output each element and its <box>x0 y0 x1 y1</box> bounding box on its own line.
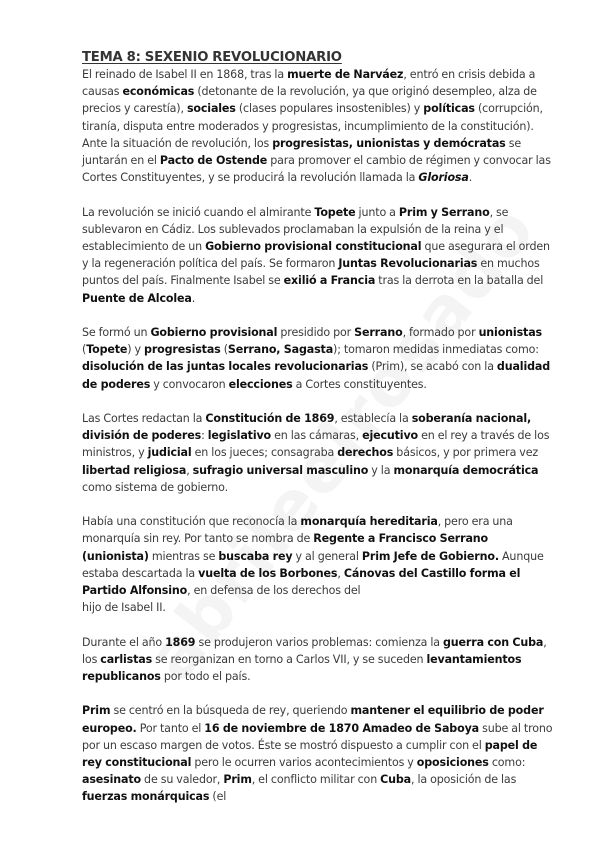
bold-term: papel de rey constitucional <box>82 738 538 770</box>
paragraph-causes: El reinado de Isabel II en 1868, tras la muerte de Narváez, entró en crisis debida a causas económicas (detonante de la revolución, ya que originó desempleo, alza de precios y carestía), sociales (clases populares insostenibles) y políticas (corrupción, tiranía, disputa entre moderados y progresistas, incumplimiento de la constitución). Ante la situación de revolución, los progresistas, unionistas y demócratas se juntarán en el Pacto de Ostende para promover el cambio de régimen y convocar las Cortes Constituyentes, y se producirá la revolución llamada la Gloriosa. <box>82 68 551 185</box>
bold-term: muerte de Narváez <box>287 68 404 81</box>
bold-term: Gobierno provisional <box>150 326 278 340</box>
bold-term: Prim <box>82 704 111 718</box>
bold-term: Cuba <box>380 773 412 787</box>
bold-term: Cánovas del Castillo forma el Partido Alfonsino <box>82 566 521 598</box>
bold-term: fuerzas monárquicas <box>82 790 210 804</box>
paragraph-constitution-1869: Las Cortes redactan la Constitución de 1869, establecía la soberanía nacional, división de poderes: legislativo en las cámaras, ejecutivo en el rey a través de los ministros, y judicial en los jueces; consagraba derechos básicos, y por primera vez libertad religiosa, sufragio universal masculino y la monarquía democrática como sistema de gobierno. <box>82 412 550 494</box>
bold-term: Serrano, Sagasta <box>227 343 334 357</box>
bold-term: mantener el equilibrio de poder europeo. <box>82 704 544 735</box>
bold-term: económicas <box>122 85 195 99</box>
bold-term: Topete <box>314 205 356 219</box>
bold-term: monarquía hereditaria <box>300 515 438 529</box>
document-title: TEMA 8: SEXENIO REVOLUCIONARIO <box>82 50 342 65</box>
document-page <box>82 49 556 823</box>
bold-term: asesinato <box>82 773 141 787</box>
bold-term: ejecutivo <box>362 429 419 443</box>
bold-term: progresistas, unionistas y demócratas <box>272 136 506 150</box>
bold-term: Constitución de 1869 <box>205 412 335 426</box>
bold-term: Gobierno provisional constitucional <box>205 240 422 254</box>
bold-term: levantamientos republicanos <box>82 652 522 684</box>
bold-term: libertad religiosa <box>82 463 187 477</box>
paragraph-revolution: La revolución se inició cuando el almirante Topete junto a Prim y Serrano, se sublevaron en Cádiz. Los sublevados proclamaban la expulsión de la reina y el establecimiento de un Gobierno provisional constitucional que asegurara el orden y la regeneración política del país. Se formaron Juntas Revolucionarias en muchos puntos del país. Finalmente Isabel se exilió a Francia tras la derrota en la batalla del Puente de Alcolea. <box>82 205 550 305</box>
bold-term: Pacto de Ostende <box>159 154 268 168</box>
bold-term: judicial <box>147 446 192 460</box>
bold-term: sociales <box>186 102 236 116</box>
bold-term: 1869 <box>165 635 196 649</box>
bold-term: legislativo <box>207 429 272 443</box>
bold-term: dualidad de poderes <box>82 360 551 391</box>
bold-term: soberanía nacional, división de poderes <box>82 412 532 443</box>
bold-term: disolución de las juntas locales revolucionarias <box>82 360 369 374</box>
bold-term: vuelta de los Borbones <box>198 566 338 580</box>
bold-term: exilió a Francia <box>283 274 376 288</box>
bold-term: buscaba rey <box>218 549 293 563</box>
bold-term: unionistas <box>478 326 542 340</box>
bold-term: 16 de noviembre de 1870 Amadeo de Saboya <box>204 721 479 735</box>
bold-term: Juntas Revolucionarias <box>338 257 478 271</box>
paragraph-provisional-government: Se formó un Gobierno provisional presidido por Serrano, formado por unionistas (Topete) y progresistas (Serrano, Sagasta); tomaron medidas inmediatas como: disolución de las juntas locales revolucionarias (Prim), se acabó con la dualidad de poderes y convocaron elecciones a Cortes constituyentes. <box>82 326 551 391</box>
bold-term: Topete <box>86 343 128 357</box>
bold-term: Gloriosa <box>418 171 469 185</box>
bold-term: derechos <box>337 446 394 460</box>
bold-term: Serrano <box>354 326 403 340</box>
paragraph-problems-1869: Durante el año 1869 se produjeron varios problemas: comienza la guerra con Cuba, los carlistas se reorganizan en torno a Carlos VII, y se suceden levantamientos republicanos por todo el país. <box>82 635 547 684</box>
bold-term: carlistas <box>100 652 153 666</box>
paragraph-amadeo: Prim se centró en la búsqueda de rey, queriendo mantener el equilibrio de poder europeo. Por tanto el 16 de noviembre de 1870 Amadeo de Saboya sube al trono por un escaso margen de votos. Éste se mostró dispuesto a cumplir con el papel de rey constitucional pero le ocurren varios acontecimientos y oposiciones como: asesinato de su valedor, Prim, el conflicto militar con Cuba, la oposición de las fuerzas monárquicas (el <box>82 704 553 804</box>
bold-term: oposiciones <box>416 756 489 770</box>
bold-term: sufragio universal masculino <box>192 463 369 477</box>
paragraph-regency: Había una constitución que reconocía la monarquía hereditaria, pero era una monarquía sin rey. Por tanto se nombra de Regente a Francisco Serrano (unionista) mientras se buscaba rey y al general Prim Jefe de Gobierno. Aunque estaba descartada la vuelta de los Borbones, Cánovas del Castillo forma el Partido Alfonsino, en defensa de los derechos del hijo de Isabel II. <box>82 515 544 615</box>
bold-term: Prim Jefe de Gobierno. <box>361 549 499 563</box>
bold-term: guerra con Cuba <box>443 635 544 649</box>
document-body <box>82 66 556 806</box>
bold-term: monarquía democrática <box>393 463 539 477</box>
bold-term: Puente de Alcolea <box>82 291 192 305</box>
bold-term: Prim y Serrano <box>398 205 490 219</box>
bold-term: Regente a Francisco Serrano (unionista) <box>82 532 489 563</box>
bold-term: Prim <box>223 773 252 787</box>
bold-term: elecciones <box>228 377 293 391</box>
bold-term: políticas <box>423 102 475 116</box>
bold-term: progresistas <box>144 343 221 357</box>
